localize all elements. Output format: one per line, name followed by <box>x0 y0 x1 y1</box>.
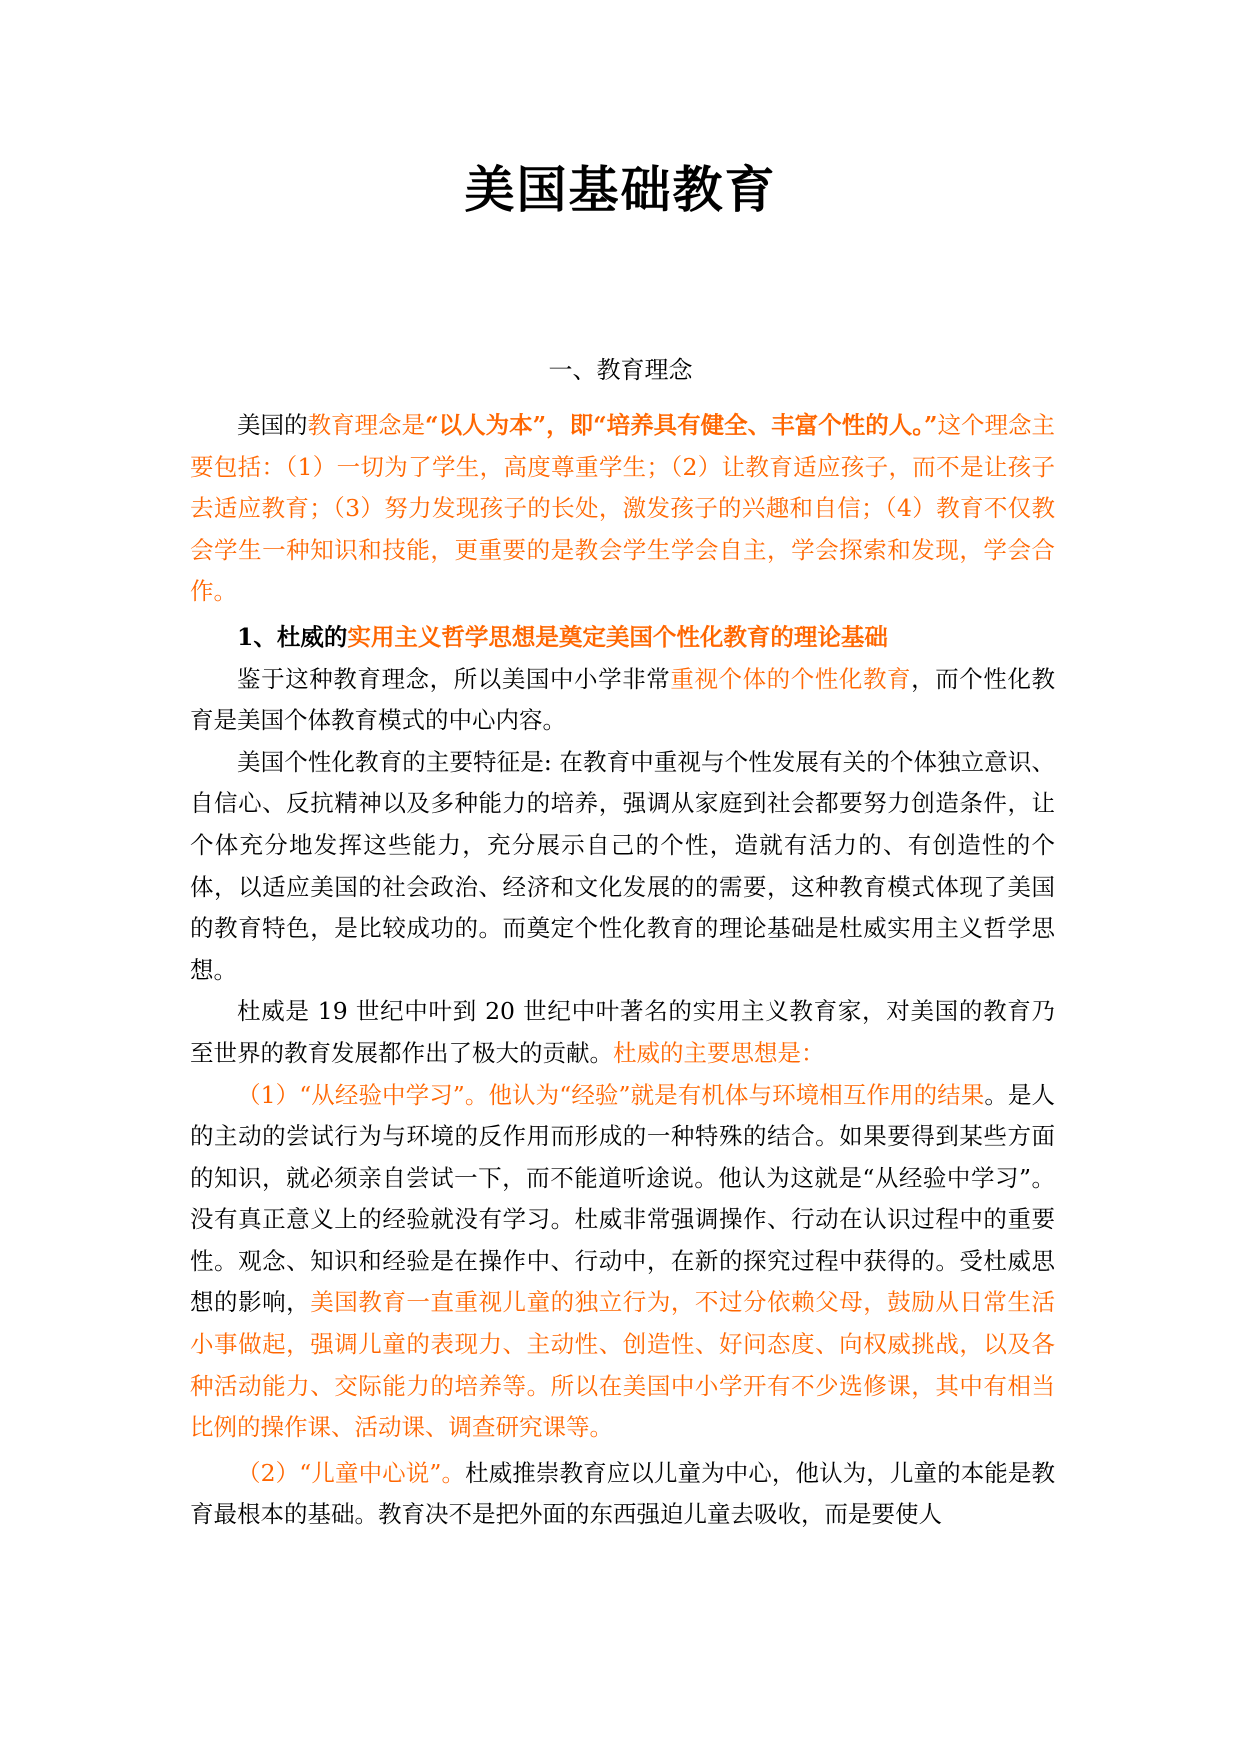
document-title: 美国基础教育 <box>464 161 777 219</box>
paragraph-dewey-intro <box>190 991 1055 1074</box>
subheading-dewey <box>190 617 1055 659</box>
paragraph-education-philosophy <box>190 405 1055 613</box>
paragraph-child-centered <box>190 1453 1055 1536</box>
highlight-text: 美国教育一直重视儿童的独立行为，不过分依赖父母，鼓励从日常生活小事做起，强调儿童的表现力、主动性、创造性、好问态度、向权威挑战，以及各种活动能力、交际能力的培养等。所以在美国中小学开有不少选修课，其中有相当比例的操作课、活动课、调查研究课等。 <box>190 1288 1056 1442</box>
text-run: 美国的 <box>237 411 308 439</box>
highlight-text: 这个理念主要包括：（1）一切为了学生，高度尊重学生；（2）让教育适应孩子，而不是让孩子去适应教育；（3）努力发现孩子的长处，激发孩子的兴趣和自信；（4）教育不仅教会学生一种知识和技能，更重要的是教会学生学会自主，学会探索和发现，学会合作。 <box>190 411 1056 606</box>
highlight-bold-text: “以人为本”，即“培养具有健全、丰富个性的人。” <box>425 411 938 439</box>
text-run: 杜威是 19 世纪中叶到 20 世纪中叶著名的实用主义教育家，对美国的教育乃至世界的教育发展都作出了极大的贡献。 <box>190 997 1055 1067</box>
paragraph-features: 美国个性化教育的主要特征是: 在教育中重视与个性发展有关的个体独立意识、自信心、反抗精神以及多种能力的培养，强调从家庭到社会都要努力创造条件，让个体充分地发挥这些能力，充分展示自己的个性，造就有活力的、有创造性的个体，以适应美国的社会政治、经济和文化发展的的需要，这种教育模式体现了美国的教育特色，是比较成功的。而奠定个性化教育的理论基础是杜威实用主义哲学思想。 <box>190 747 1055 984</box>
highlight-text: （1）“从经验中学习”。他认为“经验”就是有机体与环境相互作用的结果 <box>237 1080 985 1109</box>
text-run: ，而个性化教育是美国个体教育模式的中心内容。 <box>190 664 1056 735</box>
document-body <box>190 405 1055 1536</box>
highlight-text: 教育理念是 <box>307 411 426 439</box>
paragraph-individualized-education <box>190 659 1055 742</box>
subheading-prefix: 1、杜威的 <box>237 622 348 651</box>
text-run: 杜威推崇教育应以儿童为中心，他认为，儿童的本能是教育最根本的基础。教育决不是把外面的东西强迫儿童去吸收，而是要使人 <box>190 1458 1056 1529</box>
paragraph-learning-by-experience <box>190 1075 1055 1449</box>
highlight-text: 杜威的主要思想是： <box>613 1038 825 1067</box>
subheading-highlight: 实用主义哲学思想是奠定美国个性化教育的理论基础 <box>347 622 888 651</box>
text-run: 鉴于这种教育理念，所以美国中小学非常 <box>237 664 671 693</box>
section-heading: 一、教育理念 <box>548 356 693 384</box>
highlight-text: 重视个体的个性化教育 <box>670 664 912 693</box>
text-run: 。是人的主动的尝试行为与环境的反作用而形成的一种特殊的结合。如果要得到某些方面的知识，就必须亲自尝试一下，而不能道听途说。他认为这就是“从经验中学习”。没有真正意义上的经验就没有学习。杜威非常强调操作、行动在认识过程中的重要性。观念、知识和经验是在操作中、行动中，在新的探究过程中获得的。受杜威思想的影响， <box>190 1080 1055 1317</box>
highlight-text: （2）“儿童中心说”。 <box>237 1458 466 1487</box>
